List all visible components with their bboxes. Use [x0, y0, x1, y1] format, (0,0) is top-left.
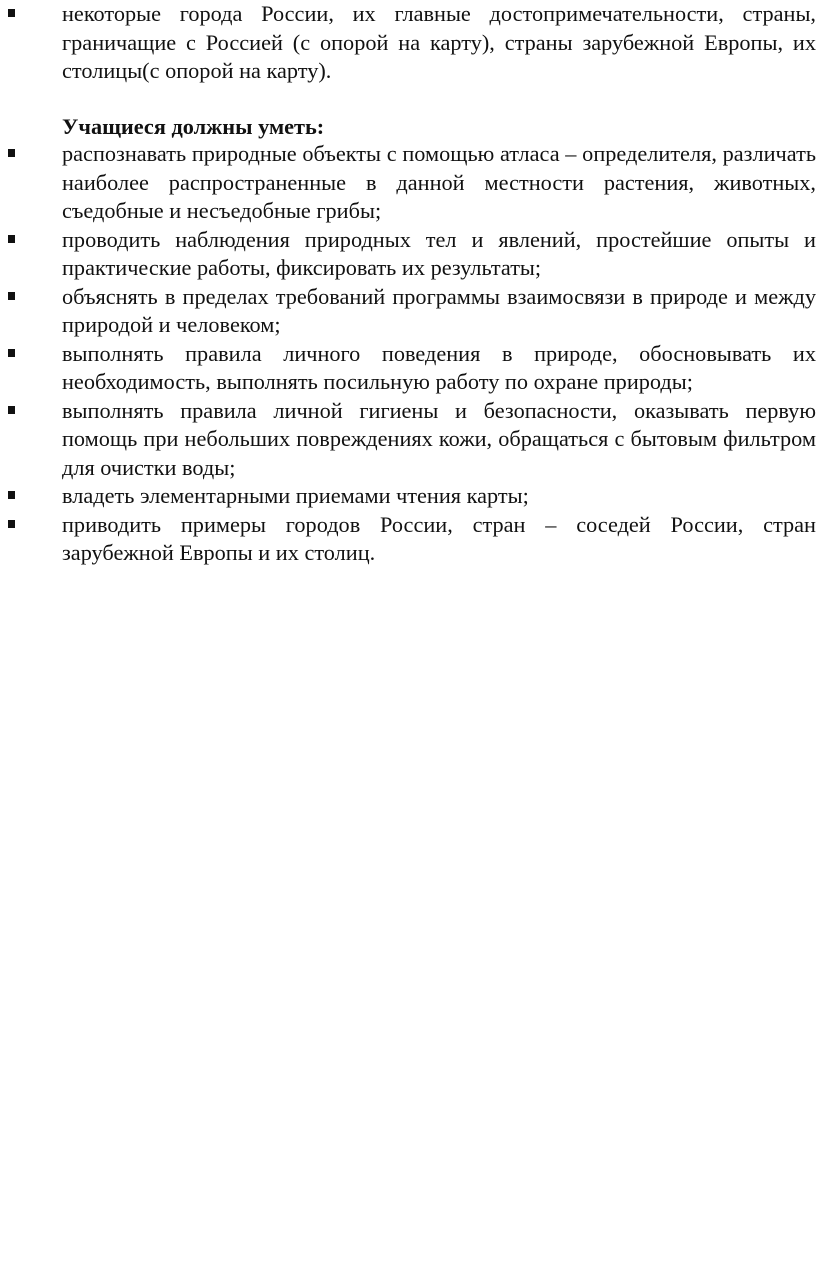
list-item: [0, 397, 816, 483]
list-item-text: выполнять правила личного поведения в природе, обосновывать их необходимость, выполнять посильную работу по охране природы;: [62, 340, 816, 394]
square-bullet-icon: [8, 149, 15, 157]
list-item: [0, 340, 816, 397]
skills-list: [0, 140, 816, 568]
list-item-text: приводить примеры городов России, стран – соседей России, стран зарубежной Европы и их столиц.: [62, 511, 816, 565]
list-item-text: распознавать природные объекты с помощью атласа – определителя, различать наиболее распространенные в данной местности растения, животных, съедобные и несъедобные грибы;: [62, 141, 816, 223]
list-item: [0, 140, 816, 226]
square-bullet-icon: [8, 491, 15, 499]
square-bullet-icon: [8, 235, 15, 243]
list-item: [0, 283, 816, 340]
list-item-text: выполнять правила личной гигиены и безопасности, оказывать первую помощь при небольших повреждениях кожи, обращаться с бытовым фильтром для очистки воды;: [62, 397, 816, 480]
square-bullet-icon: [8, 520, 15, 528]
square-bullet-icon: [8, 349, 15, 357]
list-item: [0, 511, 816, 568]
list-item: [0, 482, 816, 511]
square-bullet-icon: [8, 292, 15, 300]
list-item-text: некоторые города России, их главные достопримечательности, страны, граничащие с Россией (с опорой на карту), страны зарубежной Европы, их столицы(с опорой на карту).: [62, 1, 816, 83]
knowledge-list: [0, 0, 816, 86]
list-item: [0, 226, 816, 283]
list-item-text: владеть элементарными приемами чтения карты;: [62, 483, 529, 508]
section-heading: Учащиеся должны уметь:: [62, 114, 325, 139]
list-item: [0, 0, 816, 86]
square-bullet-icon: [8, 406, 15, 414]
list-item-text: проводить наблюдения природных тел и явлений, простейшие опыты и практические работы, фиксировать их результаты;: [62, 226, 816, 280]
square-bullet-icon: [8, 9, 15, 17]
list-item-text: объяснять в пределах требований программы взаимосвязи в природе и между природой и человеком;: [62, 283, 816, 337]
